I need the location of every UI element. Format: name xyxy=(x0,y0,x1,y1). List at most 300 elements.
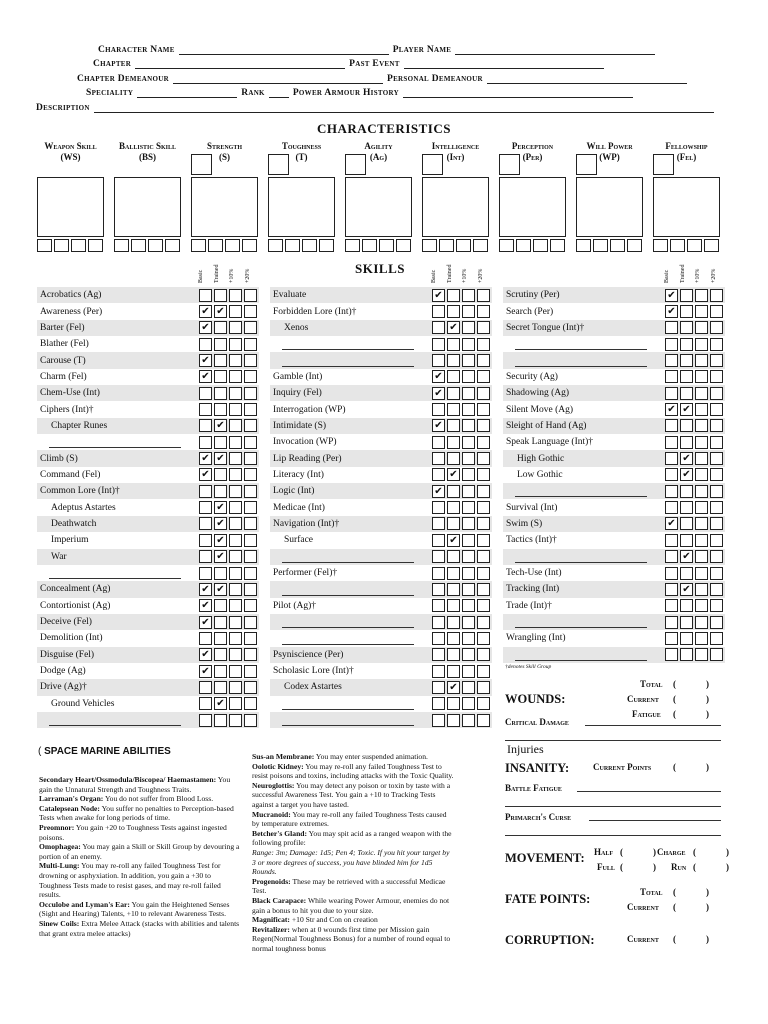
skill-checkbox[interactable] xyxy=(199,567,212,580)
advance-checkbox[interactable] xyxy=(285,239,300,252)
skill-checkbox[interactable] xyxy=(447,697,460,710)
skill-checkbox[interactable] xyxy=(695,534,708,547)
skill-blank-line[interactable] xyxy=(515,496,647,497)
characteristic-bonus-box[interactable] xyxy=(576,154,597,175)
skill-checkbox[interactable] xyxy=(695,387,708,400)
skill-checkbox[interactable] xyxy=(214,485,227,498)
skill-blank-line[interactable] xyxy=(515,349,647,350)
skill-checkbox[interactable] xyxy=(462,534,475,547)
skill-checkbox[interactable] xyxy=(680,370,693,383)
skill-checkbox[interactable] xyxy=(462,517,475,530)
skill-checkbox[interactable]: ✔ xyxy=(214,534,227,547)
skill-checkbox[interactable] xyxy=(477,387,490,400)
skill-checkbox[interactable] xyxy=(447,387,460,400)
characteristic-value-box[interactable] xyxy=(268,177,335,237)
skill-checkbox[interactable] xyxy=(229,501,242,514)
skill-checkbox[interactable] xyxy=(432,452,445,465)
skill-checkbox[interactable] xyxy=(214,714,227,727)
skill-checkbox[interactable] xyxy=(447,436,460,449)
advance-checkbox[interactable] xyxy=(610,239,625,252)
characteristic-bonus-box[interactable] xyxy=(422,154,443,175)
skill-checkbox[interactable] xyxy=(229,485,242,498)
skill-checkbox[interactable] xyxy=(680,517,693,530)
skill-checkbox[interactable] xyxy=(229,534,242,547)
skill-checkbox[interactable]: ✔ xyxy=(214,517,227,530)
skill-checkbox[interactable]: ✔ xyxy=(680,550,693,563)
skill-checkbox[interactable] xyxy=(432,305,445,318)
skill-checkbox[interactable] xyxy=(214,354,227,367)
skill-checkbox[interactable] xyxy=(447,599,460,612)
skill-checkbox[interactable] xyxy=(462,648,475,661)
skill-checkbox[interactable] xyxy=(244,697,257,710)
characteristic-value-box[interactable] xyxy=(191,177,258,237)
skill-checkbox[interactable] xyxy=(665,370,678,383)
skill-checkbox[interactable] xyxy=(432,338,445,351)
skill-checkbox[interactable] xyxy=(447,632,460,645)
skill-checkbox[interactable] xyxy=(432,714,445,727)
skill-checkbox[interactable] xyxy=(477,501,490,514)
skill-checkbox[interactable] xyxy=(229,665,242,678)
skill-checkbox[interactable] xyxy=(665,354,678,367)
skill-checkbox[interactable] xyxy=(710,289,723,302)
skill-checkbox[interactable] xyxy=(244,468,257,481)
skill-checkbox[interactable] xyxy=(710,387,723,400)
skill-checkbox[interactable] xyxy=(665,534,678,547)
skill-checkbox[interactable] xyxy=(477,305,490,318)
skill-checkbox[interactable] xyxy=(665,648,678,661)
skill-checkbox[interactable] xyxy=(447,289,460,302)
header-input-line[interactable] xyxy=(137,88,237,98)
header-input-line[interactable] xyxy=(403,88,633,98)
skill-checkbox[interactable] xyxy=(695,370,708,383)
header-input-line[interactable] xyxy=(179,45,389,55)
skill-checkbox[interactable] xyxy=(447,567,460,580)
characteristic-value-box[interactable] xyxy=(499,177,566,237)
skill-checkbox[interactable] xyxy=(244,338,257,351)
skill-checkbox[interactable] xyxy=(710,321,723,334)
skill-checkbox[interactable] xyxy=(477,534,490,547)
skill-checkbox[interactable] xyxy=(244,436,257,449)
skill-checkbox[interactable] xyxy=(665,419,678,432)
skill-checkbox[interactable] xyxy=(214,403,227,416)
skill-checkbox[interactable] xyxy=(214,648,227,661)
skill-checkbox[interactable] xyxy=(695,289,708,302)
skill-checkbox[interactable] xyxy=(229,354,242,367)
skill-checkbox[interactable] xyxy=(432,468,445,481)
header-input-line[interactable] xyxy=(173,74,383,84)
skill-blank-line[interactable] xyxy=(282,725,414,726)
skill-checkbox[interactable] xyxy=(665,501,678,514)
advance-checkbox[interactable] xyxy=(533,239,548,252)
skill-checkbox[interactable] xyxy=(680,338,693,351)
skill-checkbox[interactable]: ✔ xyxy=(432,419,445,432)
skill-checkbox[interactable] xyxy=(695,485,708,498)
skill-checkbox[interactable] xyxy=(477,403,490,416)
advance-checkbox[interactable] xyxy=(422,239,437,252)
skill-checkbox[interactable] xyxy=(432,534,445,547)
skill-checkbox[interactable] xyxy=(462,550,475,563)
skill-checkbox[interactable] xyxy=(432,632,445,645)
skill-checkbox[interactable] xyxy=(432,583,445,596)
skill-checkbox[interactable] xyxy=(199,419,212,432)
fate-total-value[interactable] xyxy=(673,887,709,897)
skill-checkbox[interactable] xyxy=(199,501,212,514)
skill-checkbox[interactable] xyxy=(680,289,693,302)
movement-half-value[interactable] xyxy=(620,847,656,857)
header-input-line[interactable] xyxy=(487,74,687,84)
advance-checkbox[interactable] xyxy=(396,239,411,252)
skill-checkbox[interactable] xyxy=(695,550,708,563)
skill-checkbox[interactable] xyxy=(199,403,212,416)
skill-checkbox[interactable] xyxy=(229,419,242,432)
skill-checkbox[interactable] xyxy=(710,550,723,563)
skill-checkbox[interactable]: ✔ xyxy=(447,534,460,547)
skill-checkbox[interactable] xyxy=(214,436,227,449)
advance-checkbox[interactable] xyxy=(191,239,206,252)
skill-checkbox[interactable] xyxy=(214,567,227,580)
skill-checkbox[interactable] xyxy=(229,403,242,416)
skill-checkbox[interactable] xyxy=(680,567,693,580)
skill-checkbox[interactable] xyxy=(462,632,475,645)
advance-checkbox[interactable] xyxy=(499,239,514,252)
skill-checkbox[interactable] xyxy=(477,697,490,710)
critical-damage-line-2[interactable] xyxy=(505,740,721,741)
skill-checkbox[interactable] xyxy=(665,387,678,400)
skill-blank-line[interactable] xyxy=(282,709,414,710)
skill-checkbox[interactable] xyxy=(199,517,212,530)
skill-checkbox[interactable] xyxy=(432,436,445,449)
skill-blank-line[interactable] xyxy=(515,660,647,661)
skill-blank-line[interactable] xyxy=(49,725,181,726)
advance-checkbox[interactable] xyxy=(71,239,86,252)
characteristic-value-box[interactable] xyxy=(576,177,643,237)
skill-checkbox[interactable] xyxy=(477,632,490,645)
skill-checkbox[interactable] xyxy=(244,403,257,416)
skill-checkbox[interactable] xyxy=(199,534,212,547)
wounds-total-value[interactable] xyxy=(673,679,709,689)
advance-checkbox[interactable] xyxy=(268,239,283,252)
skill-checkbox[interactable]: ✔ xyxy=(214,452,227,465)
advance-checkbox[interactable] xyxy=(37,239,52,252)
skill-checkbox[interactable] xyxy=(244,517,257,530)
skill-checkbox[interactable] xyxy=(680,648,693,661)
advance-checkbox[interactable] xyxy=(165,239,180,252)
primarchs-curse-line-2[interactable] xyxy=(505,835,721,836)
characteristic-value-box[interactable] xyxy=(114,177,181,237)
characteristic-bonus-box[interactable] xyxy=(499,154,520,175)
skill-checkbox[interactable] xyxy=(229,289,242,302)
skill-checkbox[interactable] xyxy=(214,616,227,629)
skill-checkbox[interactable] xyxy=(695,632,708,645)
skill-checkbox[interactable] xyxy=(477,468,490,481)
advance-checkbox[interactable] xyxy=(550,239,565,252)
skill-checkbox[interactable] xyxy=(229,436,242,449)
skill-checkbox[interactable]: ✔ xyxy=(432,387,445,400)
skill-checkbox[interactable] xyxy=(680,632,693,645)
skill-checkbox[interactable] xyxy=(199,387,212,400)
skill-checkbox[interactable] xyxy=(462,370,475,383)
skill-checkbox[interactable]: ✔ xyxy=(199,354,212,367)
header-input-line[interactable] xyxy=(455,45,655,55)
skill-checkbox[interactable] xyxy=(244,534,257,547)
skill-checkbox[interactable] xyxy=(229,697,242,710)
skill-checkbox[interactable] xyxy=(477,681,490,694)
skill-checkbox[interactable]: ✔ xyxy=(199,321,212,334)
skill-checkbox[interactable]: ✔ xyxy=(214,501,227,514)
skill-checkbox[interactable] xyxy=(244,354,257,367)
skill-checkbox[interactable] xyxy=(199,436,212,449)
skill-checkbox[interactable] xyxy=(680,387,693,400)
skill-checkbox[interactable] xyxy=(229,599,242,612)
skill-checkbox[interactable] xyxy=(432,599,445,612)
skill-checkbox[interactable] xyxy=(477,550,490,563)
skill-checkbox[interactable]: ✔ xyxy=(199,583,212,596)
skill-blank-line[interactable] xyxy=(515,366,647,367)
skill-checkbox[interactable] xyxy=(229,517,242,530)
skill-checkbox[interactable] xyxy=(244,305,257,318)
advance-checkbox[interactable] xyxy=(362,239,377,252)
skill-checkbox[interactable] xyxy=(199,550,212,563)
skill-checkbox[interactable] xyxy=(695,599,708,612)
skill-checkbox[interactable] xyxy=(229,370,242,383)
skill-checkbox[interactable] xyxy=(447,714,460,727)
skill-checkbox[interactable]: ✔ xyxy=(680,468,693,481)
skill-checkbox[interactable]: ✔ xyxy=(447,681,460,694)
skill-checkbox[interactable]: ✔ xyxy=(214,697,227,710)
advance-checkbox[interactable] xyxy=(345,239,360,252)
skill-checkbox[interactable] xyxy=(462,583,475,596)
skill-checkbox[interactable] xyxy=(477,436,490,449)
skill-checkbox[interactable] xyxy=(695,321,708,334)
skill-checkbox[interactable] xyxy=(477,289,490,302)
skill-checkbox[interactable]: ✔ xyxy=(665,403,678,416)
skill-checkbox[interactable] xyxy=(462,419,475,432)
skill-checkbox[interactable] xyxy=(680,305,693,318)
skill-checkbox[interactable] xyxy=(244,370,257,383)
skill-checkbox[interactable] xyxy=(214,370,227,383)
skill-checkbox[interactable] xyxy=(229,468,242,481)
skill-checkbox[interactable] xyxy=(214,632,227,645)
skill-checkbox[interactable] xyxy=(432,354,445,367)
skill-checkbox[interactable] xyxy=(477,567,490,580)
advance-checkbox[interactable] xyxy=(653,239,668,252)
skill-checkbox[interactable] xyxy=(680,354,693,367)
skill-checkbox[interactable] xyxy=(710,419,723,432)
skill-checkbox[interactable] xyxy=(462,681,475,694)
skill-checkbox[interactable]: ✔ xyxy=(199,370,212,383)
advance-checkbox[interactable] xyxy=(114,239,129,252)
skill-checkbox[interactable] xyxy=(462,616,475,629)
skill-checkbox[interactable] xyxy=(710,534,723,547)
skill-checkbox[interactable] xyxy=(477,517,490,530)
advance-checkbox[interactable] xyxy=(670,239,685,252)
advance-checkbox[interactable] xyxy=(319,239,334,252)
skill-checkbox[interactable] xyxy=(695,468,708,481)
skill-checkbox[interactable] xyxy=(447,338,460,351)
skill-checkbox[interactable] xyxy=(432,550,445,563)
skill-checkbox[interactable] xyxy=(695,338,708,351)
skill-checkbox[interactable] xyxy=(244,632,257,645)
skill-checkbox[interactable] xyxy=(447,419,460,432)
skill-checkbox[interactable] xyxy=(462,697,475,710)
skill-checkbox[interactable] xyxy=(447,550,460,563)
skill-checkbox[interactable] xyxy=(462,599,475,612)
skill-checkbox[interactable] xyxy=(710,485,723,498)
skill-checkbox[interactable] xyxy=(432,665,445,678)
skill-checkbox[interactable] xyxy=(244,452,257,465)
skill-checkbox[interactable] xyxy=(462,321,475,334)
skill-checkbox[interactable] xyxy=(477,583,490,596)
skill-checkbox[interactable] xyxy=(447,583,460,596)
skill-checkbox[interactable]: ✔ xyxy=(432,485,445,498)
skill-checkbox[interactable] xyxy=(229,305,242,318)
skill-checkbox[interactable] xyxy=(462,354,475,367)
skill-checkbox[interactable]: ✔ xyxy=(199,616,212,629)
characteristic-value-box[interactable] xyxy=(653,177,720,237)
skill-blank-line[interactable] xyxy=(282,644,414,645)
skill-checkbox[interactable] xyxy=(680,501,693,514)
skill-checkbox[interactable] xyxy=(477,714,490,727)
skill-checkbox[interactable] xyxy=(710,501,723,514)
skill-checkbox[interactable] xyxy=(665,550,678,563)
skill-checkbox[interactable] xyxy=(432,616,445,629)
skill-checkbox[interactable]: ✔ xyxy=(665,305,678,318)
skill-checkbox[interactable] xyxy=(214,681,227,694)
skill-checkbox[interactable]: ✔ xyxy=(432,370,445,383)
skill-checkbox[interactable] xyxy=(665,632,678,645)
skill-checkbox[interactable] xyxy=(462,501,475,514)
skill-blank-line[interactable] xyxy=(282,366,414,367)
skill-blank-line[interactable] xyxy=(282,562,414,563)
skill-checkbox[interactable] xyxy=(710,305,723,318)
skill-checkbox[interactable] xyxy=(680,534,693,547)
skill-checkbox[interactable] xyxy=(447,665,460,678)
skill-checkbox[interactable]: ✔ xyxy=(447,468,460,481)
advance-checkbox[interactable] xyxy=(687,239,702,252)
corruption-current-value[interactable] xyxy=(673,934,709,944)
skill-checkbox[interactable] xyxy=(244,648,257,661)
skill-checkbox[interactable] xyxy=(199,681,212,694)
skill-checkbox[interactable] xyxy=(432,501,445,514)
skill-checkbox[interactable] xyxy=(199,632,212,645)
skill-checkbox[interactable] xyxy=(229,616,242,629)
skill-checkbox[interactable] xyxy=(462,567,475,580)
skill-checkbox[interactable] xyxy=(665,452,678,465)
advance-checkbox[interactable] xyxy=(88,239,103,252)
header-input-line[interactable] xyxy=(135,59,345,69)
skill-checkbox[interactable] xyxy=(477,452,490,465)
skill-checkbox[interactable] xyxy=(199,485,212,498)
skill-blank-line[interactable] xyxy=(515,627,647,628)
wounds-current-value[interactable] xyxy=(673,694,709,704)
skill-checkbox[interactable] xyxy=(244,616,257,629)
skill-checkbox[interactable] xyxy=(229,681,242,694)
skill-checkbox[interactable] xyxy=(432,567,445,580)
skill-checkbox[interactable] xyxy=(462,485,475,498)
advance-checkbox[interactable] xyxy=(208,239,223,252)
skill-checkbox[interactable] xyxy=(199,289,212,302)
advance-checkbox[interactable] xyxy=(379,239,394,252)
skill-checkbox[interactable] xyxy=(244,501,257,514)
skill-checkbox[interactable] xyxy=(665,599,678,612)
skill-checkbox[interactable] xyxy=(199,697,212,710)
advance-checkbox[interactable] xyxy=(54,239,69,252)
advance-checkbox[interactable] xyxy=(704,239,719,252)
skill-checkbox[interactable] xyxy=(229,452,242,465)
skill-checkbox[interactable] xyxy=(680,599,693,612)
skill-checkbox[interactable] xyxy=(214,599,227,612)
skill-checkbox[interactable] xyxy=(244,681,257,694)
wounds-fatigue-value[interactable] xyxy=(673,709,709,719)
skill-blank-line[interactable] xyxy=(282,595,414,596)
skill-checkbox[interactable] xyxy=(695,616,708,629)
skill-checkbox[interactable] xyxy=(665,583,678,596)
advance-checkbox[interactable] xyxy=(148,239,163,252)
skill-checkbox[interactable]: ✔ xyxy=(199,452,212,465)
skill-checkbox[interactable]: ✔ xyxy=(199,599,212,612)
advance-checkbox[interactable] xyxy=(593,239,608,252)
advance-checkbox[interactable] xyxy=(131,239,146,252)
skill-checkbox[interactable] xyxy=(462,436,475,449)
skill-checkbox[interactable] xyxy=(665,338,678,351)
skill-checkbox[interactable] xyxy=(477,370,490,383)
skill-checkbox[interactable] xyxy=(432,321,445,334)
skill-blank-line[interactable] xyxy=(515,562,647,563)
skill-checkbox[interactable] xyxy=(665,436,678,449)
skill-checkbox[interactable] xyxy=(665,485,678,498)
advance-checkbox[interactable] xyxy=(242,239,257,252)
skill-checkbox[interactable] xyxy=(244,387,257,400)
battle-fatigue-line[interactable] xyxy=(577,791,721,792)
skill-checkbox[interactable] xyxy=(447,403,460,416)
characteristic-bonus-box[interactable] xyxy=(653,154,674,175)
skill-checkbox[interactable] xyxy=(214,387,227,400)
skill-checkbox[interactable] xyxy=(229,338,242,351)
skill-checkbox[interactable]: ✔ xyxy=(214,583,227,596)
skill-checkbox[interactable] xyxy=(214,665,227,678)
skill-checkbox[interactable] xyxy=(462,468,475,481)
skill-checkbox[interactable] xyxy=(695,583,708,596)
skill-checkbox[interactable] xyxy=(447,517,460,530)
skill-checkbox[interactable] xyxy=(477,648,490,661)
skill-checkbox[interactable] xyxy=(710,370,723,383)
skill-checkbox[interactable] xyxy=(244,599,257,612)
skill-checkbox[interactable] xyxy=(432,681,445,694)
battle-fatigue-line-2[interactable] xyxy=(505,806,721,807)
skill-checkbox[interactable]: ✔ xyxy=(680,452,693,465)
skill-checkbox[interactable] xyxy=(695,648,708,661)
skill-checkbox[interactable] xyxy=(447,452,460,465)
skill-checkbox[interactable] xyxy=(695,354,708,367)
skill-checkbox[interactable] xyxy=(680,616,693,629)
advance-checkbox[interactable] xyxy=(473,239,488,252)
skill-checkbox[interactable] xyxy=(680,419,693,432)
skill-checkbox[interactable] xyxy=(462,665,475,678)
primarchs-curse-line[interactable] xyxy=(589,820,721,821)
skill-checkbox[interactable]: ✔ xyxy=(214,419,227,432)
skill-checkbox[interactable] xyxy=(214,321,227,334)
skill-checkbox[interactable] xyxy=(695,452,708,465)
skill-checkbox[interactable] xyxy=(710,517,723,530)
advance-checkbox[interactable] xyxy=(516,239,531,252)
skill-checkbox[interactable] xyxy=(477,485,490,498)
skill-checkbox[interactable] xyxy=(710,599,723,612)
skill-checkbox[interactable] xyxy=(214,468,227,481)
skill-checkbox[interactable] xyxy=(477,321,490,334)
insanity-current-value[interactable] xyxy=(673,762,709,772)
skill-checkbox[interactable]: ✔ xyxy=(199,468,212,481)
skill-checkbox[interactable]: ✔ xyxy=(214,305,227,318)
